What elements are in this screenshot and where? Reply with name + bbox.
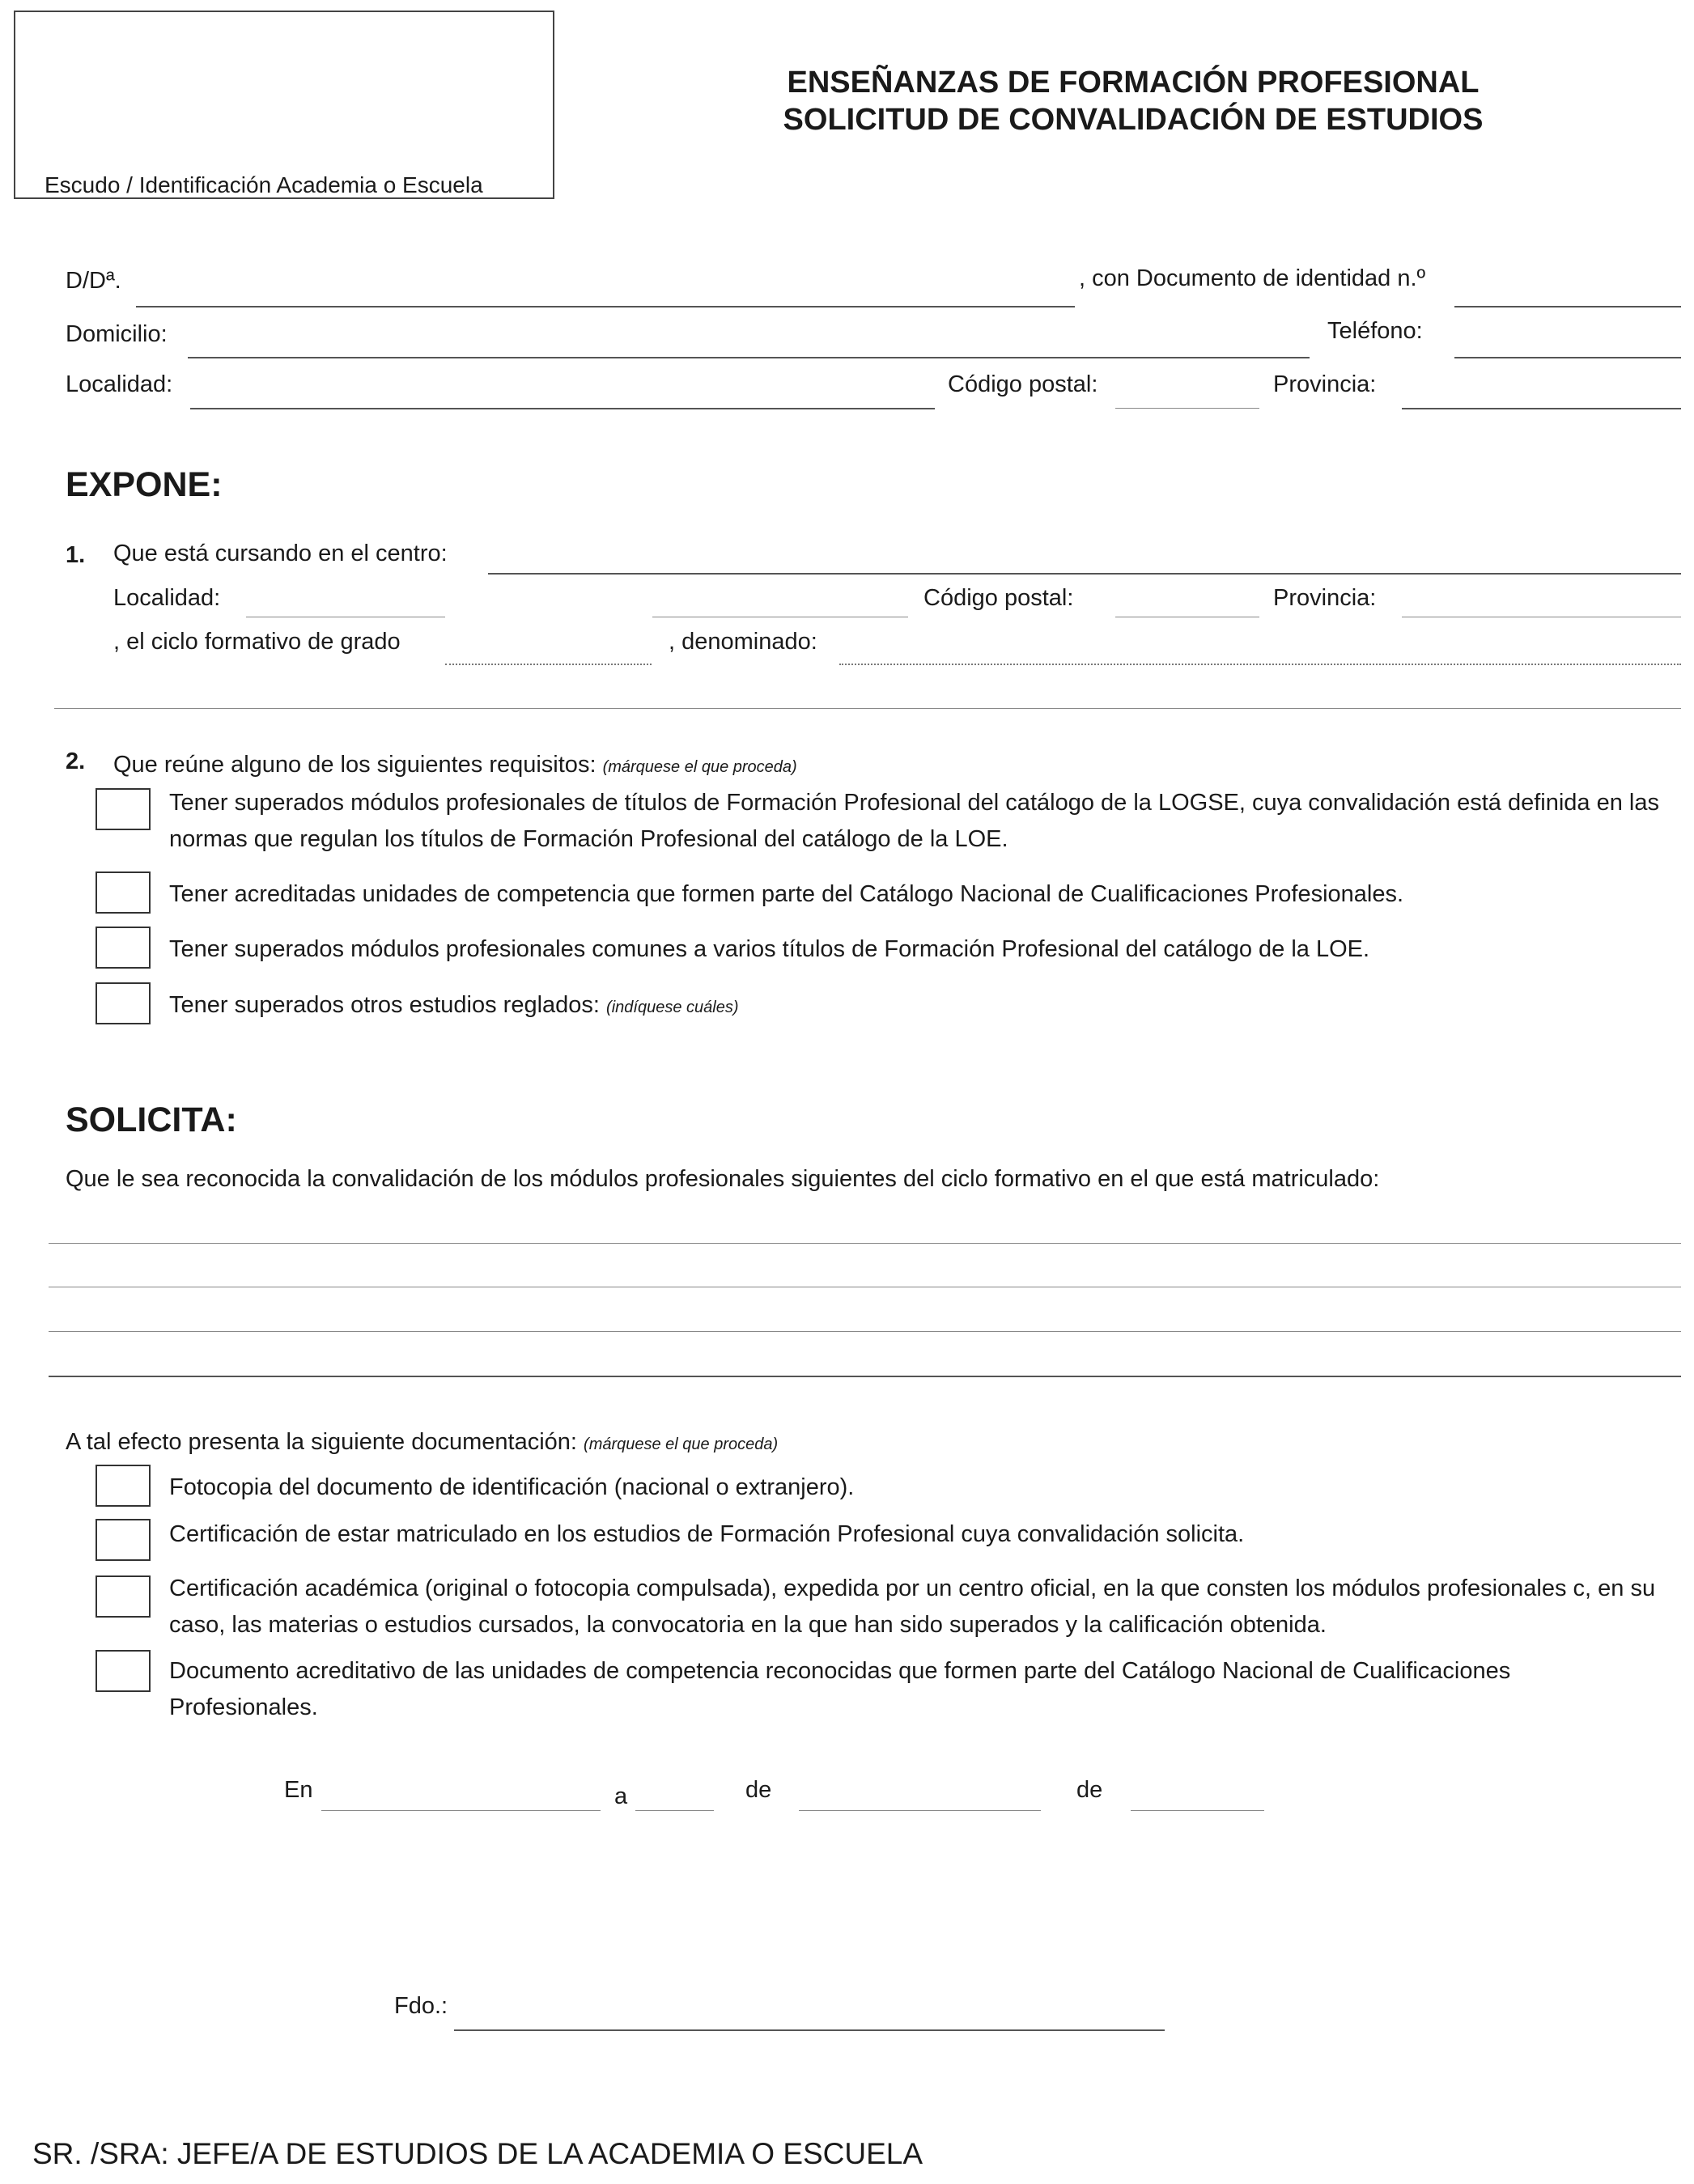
logo-box [14,11,554,199]
document-checkbox-2[interactable] [96,1519,151,1561]
item2-text-main: Que reúne alguno de los siguientes requisitos: [113,752,597,778]
name-field[interactable] [136,306,1075,307]
item1-number: 1. [66,542,86,568]
item2-text [113,753,797,777]
document-title [728,65,1538,138]
document-checkbox-1[interactable] [96,1465,151,1507]
place-field[interactable] [321,1810,601,1811]
documentation-note: (márquese el que proceda) [584,1436,779,1453]
postal-label: Código postal: [948,371,1098,397]
year-label: de [1076,1777,1103,1803]
requirement-4-note: (indíquese cuáles) [606,999,739,1016]
addressee: SR. /SRA: JEFE/A DE ESTUDIOS DE LA ACADEMIA O ESCUELA [32,2137,923,2170]
grade-label: , el ciclo formativo de grado [113,629,401,655]
expone-heading: EXPONE: [66,465,223,504]
place-label: En [284,1777,313,1803]
address-field[interactable] [188,357,1310,358]
item2-note: (márquese el que proceda) [602,758,797,776]
name-label: D/Dª. [66,268,121,294]
logo-box-label: Escudo / Identificación Academia o Escuela [45,172,483,197]
modules-line-4[interactable] [49,1376,1681,1377]
month-field[interactable] [799,1810,1041,1811]
postal-field[interactable] [1115,408,1259,409]
modules-line-1[interactable] [49,1243,1681,1244]
item1-text: Que está cursando en el centro: [113,541,448,566]
address-label: Domicilio: [66,321,168,347]
requirement-text-2: Tener acreditadas unidades de competencia que formen parte del Catálogo Nacional de Cualificaciones Profesionales. [169,881,1404,907]
id-label: , con Documento de identidad n.º [1079,265,1426,291]
city-field[interactable] [190,408,935,409]
province-field[interactable] [1402,408,1681,409]
day-label: a [614,1783,628,1809]
document-checkbox-4[interactable] [96,1650,151,1692]
document-text-1: Fotocopia del documento de identificación (nacional o extranjero). [169,1474,855,1500]
center-province-label: Provincia: [1273,585,1377,611]
item2-number: 2. [66,748,86,774]
document-checkbox-3[interactable] [96,1575,151,1618]
city-label: Localidad: [66,371,173,397]
center-field[interactable] [488,573,1681,575]
requirement-checkbox-2[interactable] [96,871,151,914]
center-city-label: Localidad: [113,585,221,611]
requirement-checkbox-1[interactable] [96,788,151,830]
phone-field[interactable] [1454,357,1681,358]
day-field[interactable] [635,1810,714,1811]
center-postal-label: Código postal: [923,585,1074,611]
title-line-1: ENSEÑANZAS DE FORMACIÓN PROFESIONAL [787,66,1480,100]
requirement-checkbox-4[interactable] [96,982,151,1024]
requirement-text-1: Tener superados módulos profesionales de títulos de Formación Profesional del catálogo de la LOGSE, cuya convalidación está definida en las normas que regulan los títulos de Formación Profesional del catálogo de la LOE. [169,790,1659,852]
cycle-name-field[interactable] [839,664,1681,665]
document-text-4: Documento acreditativo de las unidades de competencia reconocidas que formen parte del Catálogo Nacional de Cualificaciones Profesionales. [169,1658,1511,1720]
solicita-heading: SOLICITA: [66,1100,237,1139]
cycle-name-field-continued[interactable] [54,708,1681,709]
requirement-text-4 [169,994,738,1017]
documentation-intro [66,1431,778,1454]
phone-label: Teléfono: [1327,318,1423,344]
month-label: de [745,1777,772,1803]
signature-field[interactable] [454,2029,1165,2031]
solicita-text: Que le sea reconocida la convalidación de los módulos profesionales siguientes del ciclo formativo en el que está matriculado: [66,1166,1380,1192]
province-label: Provincia: [1273,371,1377,397]
title-line-2: SOLICITUD DE CONVALIDACIÓN DE ESTUDIOS [783,102,1484,137]
named-label: , denominado: [669,629,817,655]
year-field[interactable] [1131,1810,1264,1811]
document-text-3: Certificación académica (original o fotocopia compulsada), expedida por un centro oficial, en la que consten los módulos profesionales c, en su caso, las materias o estudios cursados, la convocatoria en la que han sido superados y la calificación obtenida. [169,1575,1656,1638]
id-field[interactable] [1454,306,1681,307]
requirement-checkbox-3[interactable] [96,927,151,969]
documentation-intro-text: A tal efecto presenta la siguiente documentación: [66,1429,577,1455]
signed-label: Fdo.: [394,1993,448,2019]
modules-line-3[interactable] [49,1331,1681,1332]
requirement-text-4-main: Tener superados otros estudios reglados: [169,992,600,1018]
document-text-2: Certificación de estar matriculado en los estudios de Formación Profesional cuya convalidación solicita. [169,1521,1245,1547]
grade-field[interactable] [445,664,652,665]
requirement-text-3: Tener superados módulos profesionales comunes a varios títulos de Formación Profesional del catálogo de la LOE. [169,936,1370,962]
